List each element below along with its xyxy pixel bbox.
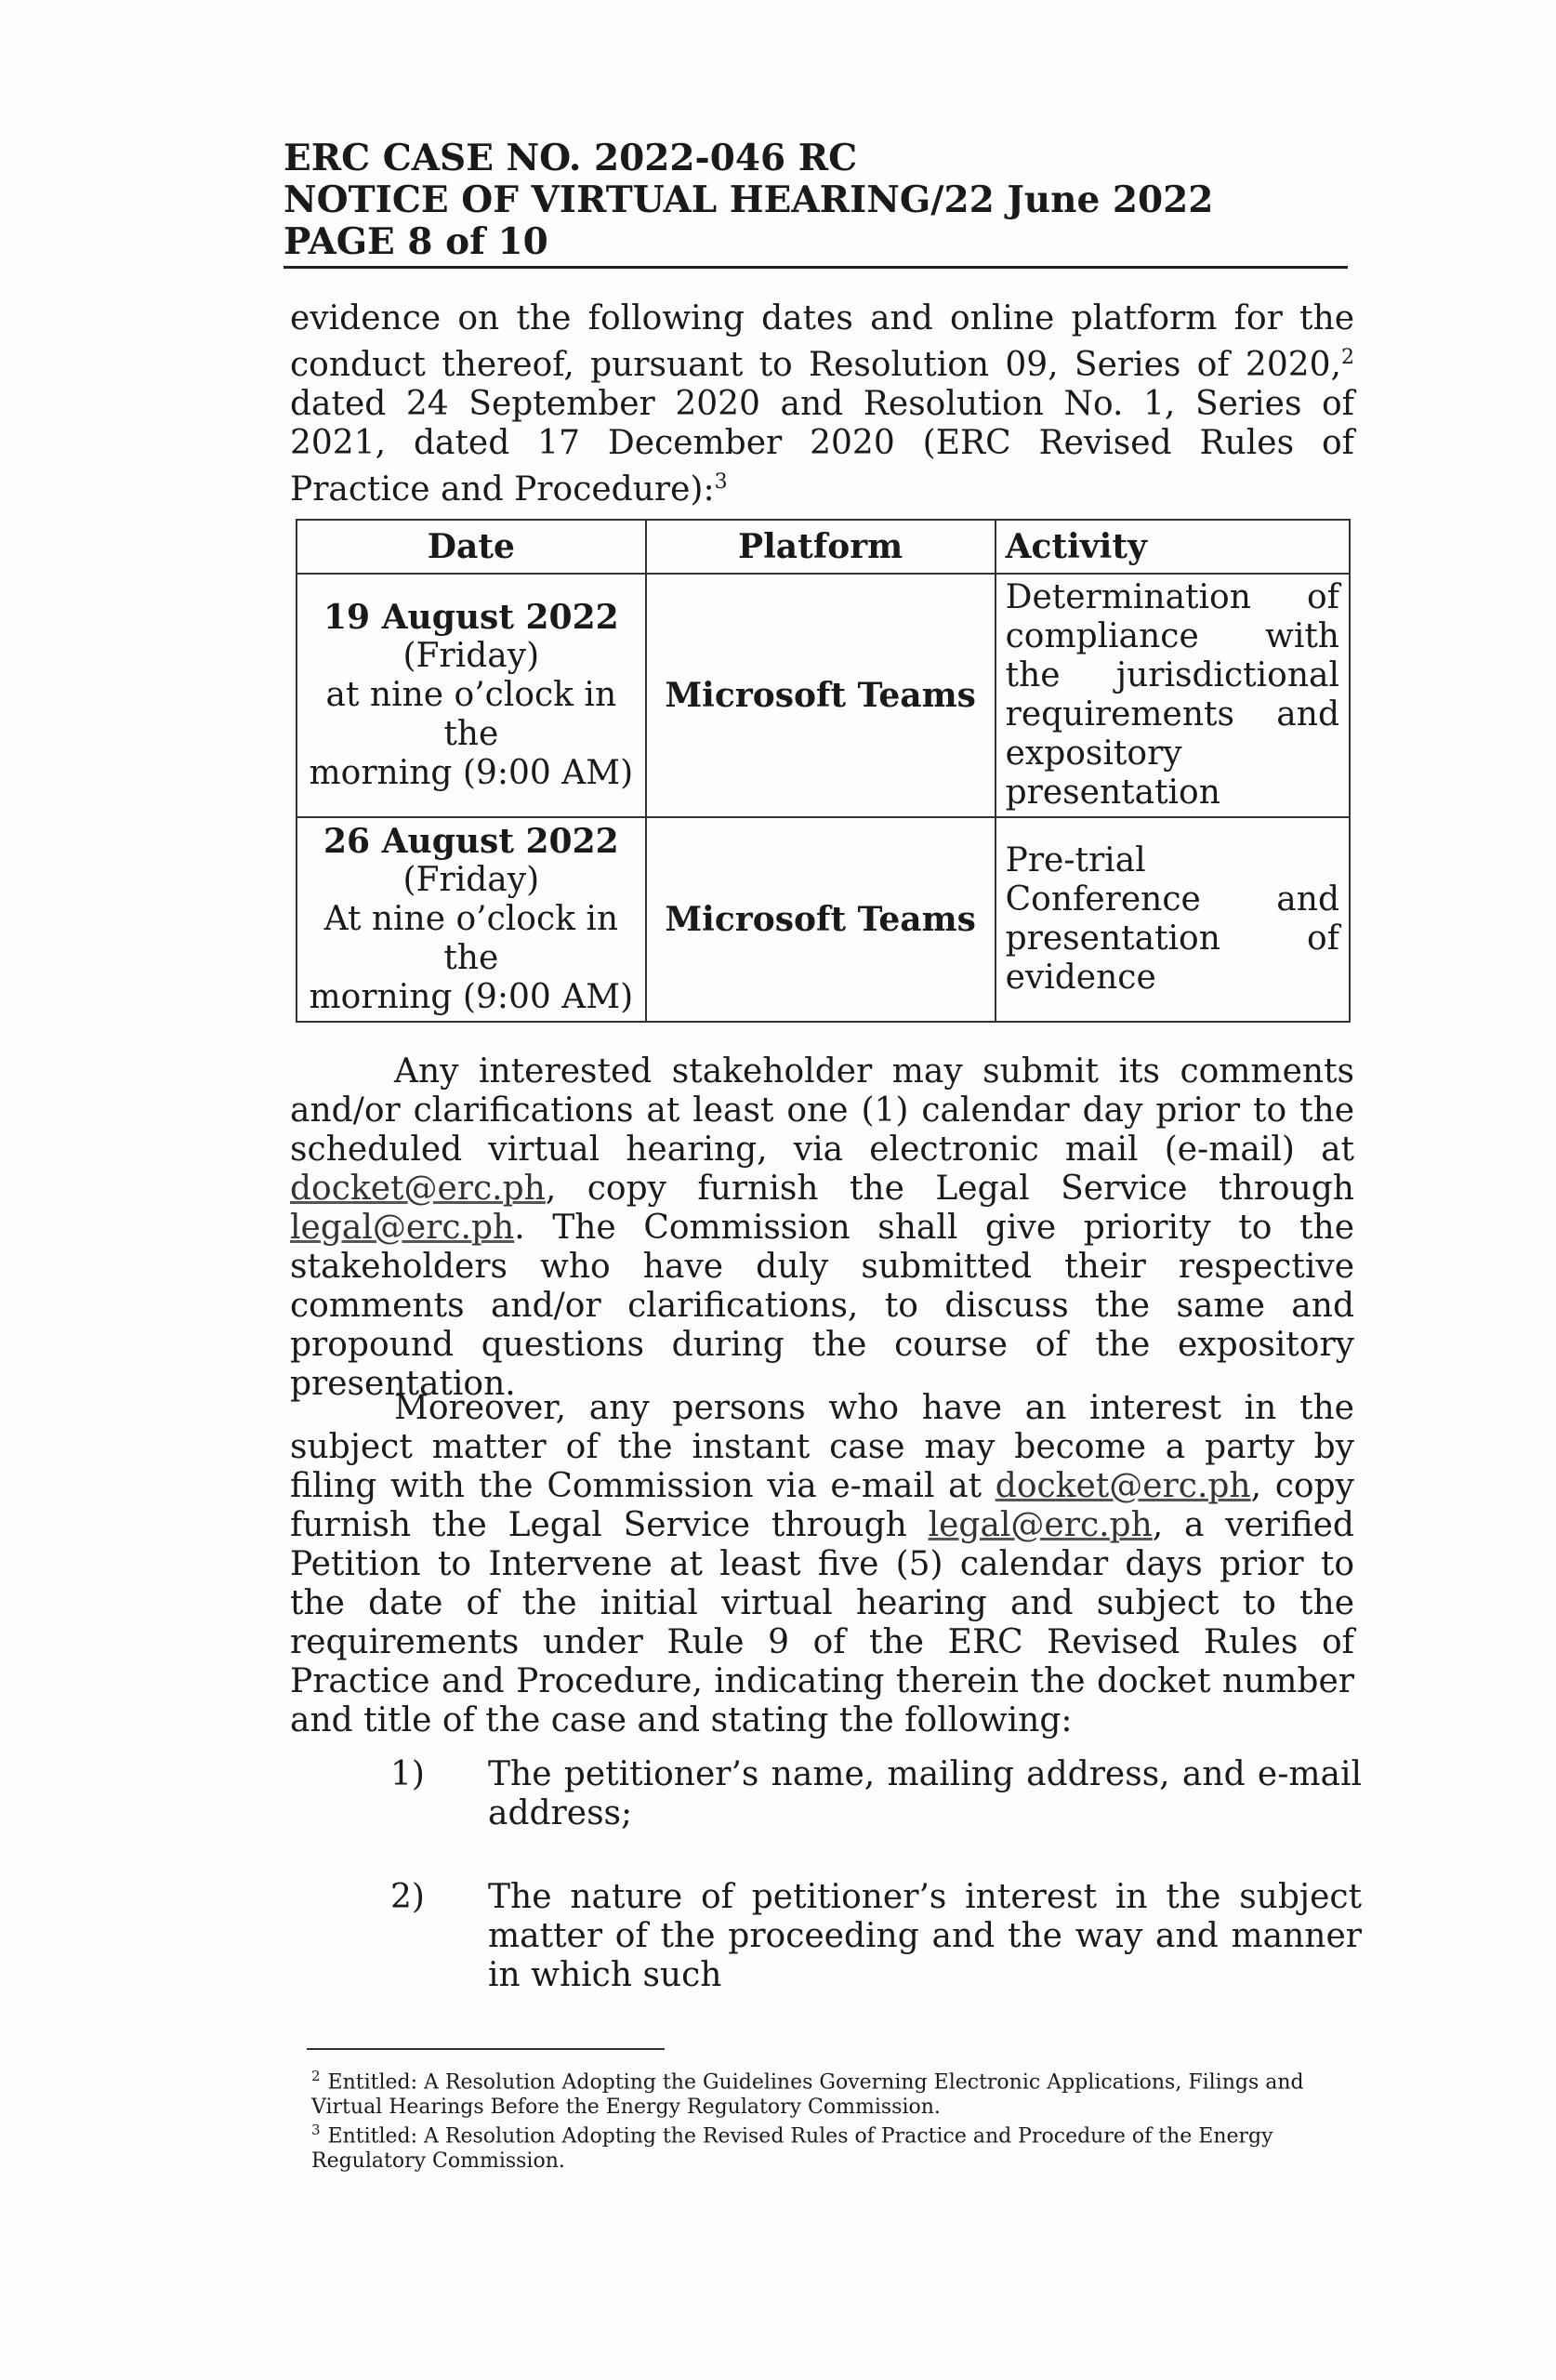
- header-activity: Activity: [996, 520, 1350, 574]
- activity-cell: Pre-trial Conference and presentation of evidence: [996, 817, 1350, 1022]
- date-cell: [297, 817, 646, 1022]
- hearing-date: 19 August 2022: [323, 598, 619, 637]
- legal-email-link[interactable]: legal@erc.ph: [290, 1209, 515, 1247]
- hearing-schedule-table: [296, 519, 1351, 1023]
- hearing-time-line2: morning (9:00 AM): [309, 978, 634, 1016]
- footnote-mark: 2: [311, 2068, 321, 2084]
- para2-text-c: , a verified Petition to Intervene at least five (5) calendar days prior to the date of the initial virtual hearing and subject to the requirements under Rule 9 of the ERC Revised Rules of Practice and Procedure, indicating therein the docket number and title of the case and stating the following:: [290, 1506, 1354, 1739]
- docket-email-link[interactable]: docket@erc.ph: [290, 1170, 546, 1208]
- para1-text-c: . The Commission shall give priority to the stakeholders who have duly submitted their respective comments and/or clarifications, to discuss the same and propound questions during the course of the expository presentation.: [290, 1209, 1354, 1403]
- intervention-paragraph: [290, 1389, 1354, 1740]
- activity-cell: Determination of compliance with the jurisdictional requirements and expository presentation: [996, 574, 1350, 817]
- footnote-text: Entitled: A Resolution Adopting the Guidelines Governing Electronic Applications, Filings and Virtual Hearings Before the Energy Regulatory Commission.: [311, 2070, 1304, 2120]
- footnote-divider: [307, 2048, 665, 2050]
- list-text: The nature of petitioner’s interest in the subject matter of the proceeding and the way and manner in which such: [488, 1878, 1362, 1994]
- list-item: [390, 1878, 1362, 1995]
- hearing-time-line1: At nine o’clock in the: [323, 900, 619, 977]
- para2-text-a: Moreover, any persons who have an interest in the subject matter of the instant case may become a party by filing with the Commission via e-mail at: [290, 1389, 1354, 1505]
- intro-text-a: evidence on the following dates and online platform for the conduct thereof, pursuant to Resolution 09, Series of 2020,: [290, 299, 1354, 384]
- list-number: 2): [390, 1878, 425, 1916]
- notice-title: NOTICE OF VIRTUAL HEARING/22 June 2022: [284, 178, 1214, 221]
- intro-text-b: dated 24 September 2020 and Resolution No. 1, Series of 2021, dated 17 December 2020 (ERC Revised Rules of Practice and Procedure):: [290, 385, 1354, 509]
- platform-cell: Microsoft Teams: [646, 817, 996, 1022]
- footnote-3: [311, 2118, 1362, 2174]
- footnote-2: [311, 2064, 1362, 2120]
- header-date: Date: [297, 520, 646, 574]
- page-number: PAGE 8 of 10: [284, 220, 548, 263]
- table-row: [297, 574, 1350, 817]
- table-header-row: [297, 520, 1350, 574]
- header-divider: [284, 266, 1348, 269]
- list-number: 1): [390, 1755, 425, 1793]
- hearing-day: (Friday): [402, 637, 540, 675]
- footnote-ref-2: 2: [1341, 346, 1354, 369]
- hearing-time-line2: morning (9:00 AM): [309, 754, 634, 792]
- date-cell: [297, 574, 646, 817]
- hearing-date: 26 August 2022: [323, 822, 619, 861]
- hearing-time-line1: at nine o’clock in the: [325, 676, 617, 753]
- header-platform: Platform: [646, 520, 996, 574]
- legal-email-link[interactable]: legal@erc.ph: [928, 1506, 1153, 1544]
- para1-text-b: , copy furnish the Legal Service through: [545, 1170, 1354, 1208]
- footnote-ref-3: 3: [714, 470, 728, 494]
- intro-paragraph: [290, 299, 1354, 509]
- footnote-mark: 3: [311, 2122, 321, 2138]
- case-number: ERC CASE NO. 2022-046 RC: [284, 137, 858, 179]
- platform-cell: Microsoft Teams: [646, 574, 996, 817]
- docket-email-link[interactable]: docket@erc.ph: [995, 1467, 1251, 1505]
- hearing-day: (Friday): [402, 861, 540, 899]
- list-item: [390, 1755, 1362, 1833]
- table-row: [297, 817, 1350, 1022]
- para1-text-a: Any interested stakeholder may submit its comments and/or clarifications at least one (1) calendar day prior to the scheduled virtual hearing, via electronic mail (e-mail) at: [290, 1052, 1354, 1169]
- stakeholder-paragraph: [290, 1052, 1354, 1404]
- para2-text-b: , copy furnish the Legal Service through: [290, 1467, 1354, 1544]
- footnote-text: Entitled: A Resolution Adopting the Revised Rules of Practice and Procedure of the Energy Regulatory Commission.: [311, 2124, 1273, 2174]
- list-text: The petitioner’s name, mailing address, and e-mail address;: [488, 1755, 1362, 1832]
- page-header: [284, 138, 1348, 263]
